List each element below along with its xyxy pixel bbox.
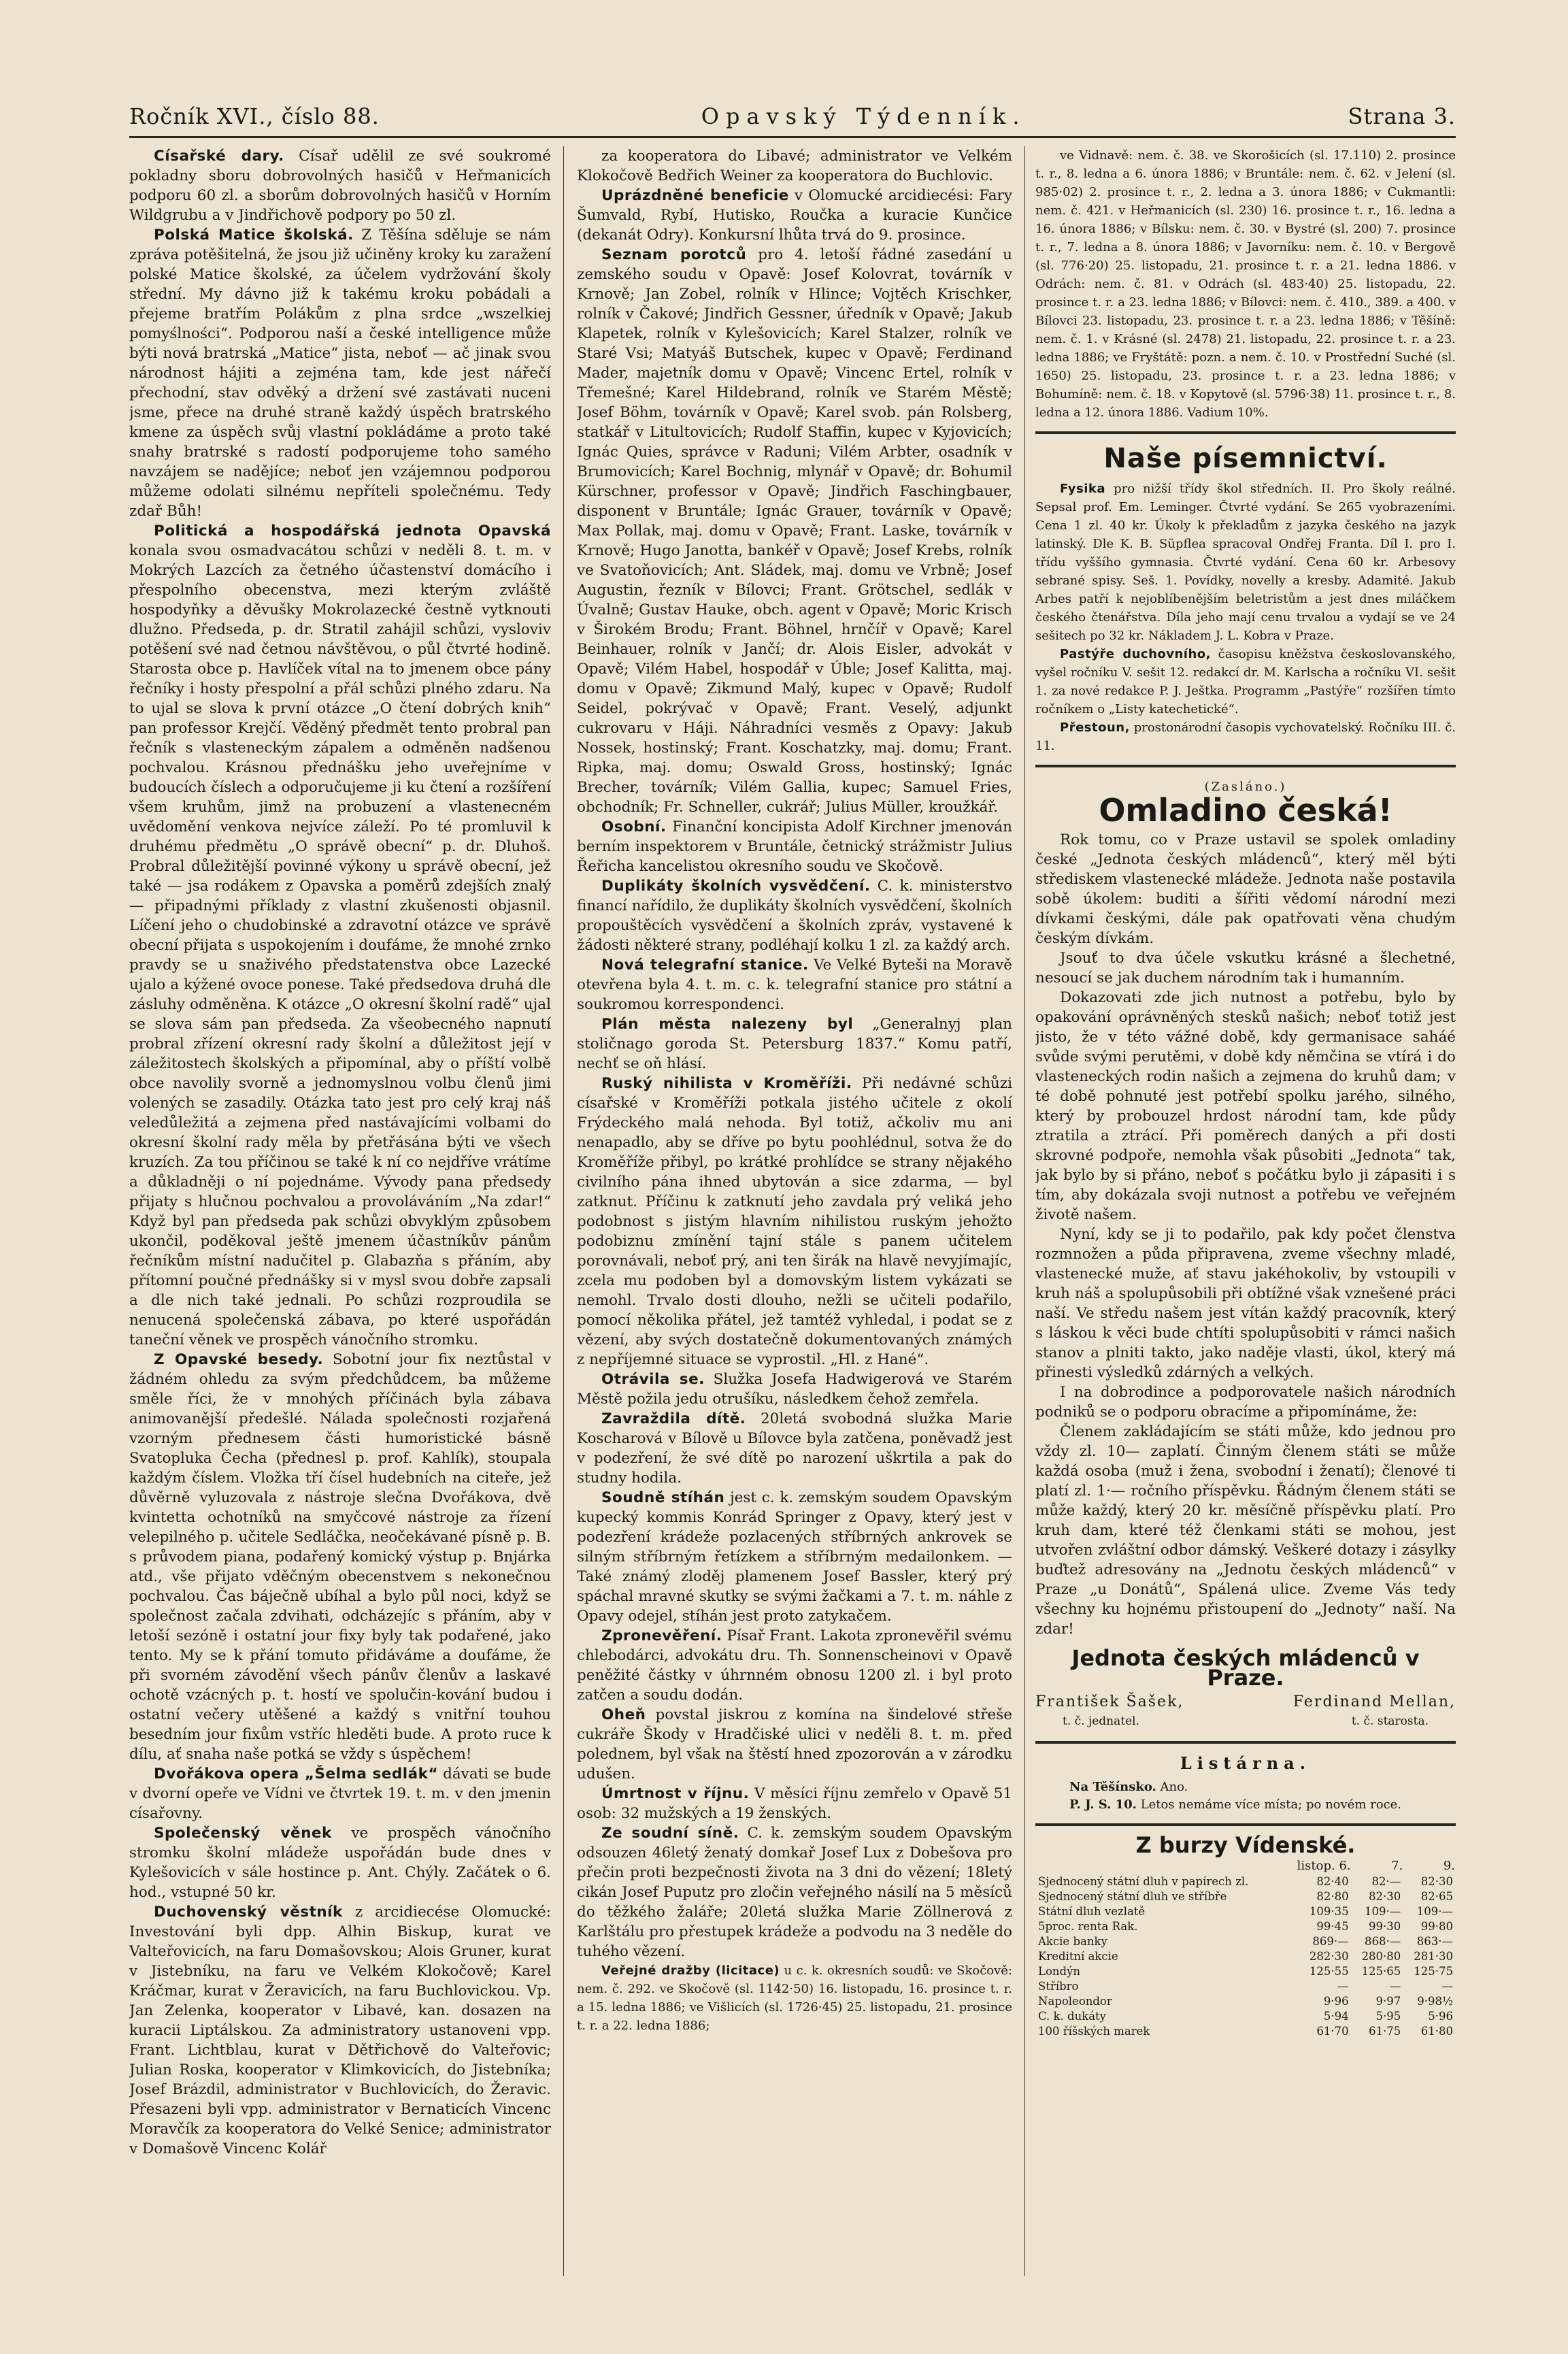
exchange-label: C. k. dukáty — [1038, 2010, 1106, 2023]
exchange-row — [1035, 1994, 1456, 2009]
article-text: Písař Frant. Lakota zpronevěřil svému chlebodárci, advokátu dru. Th. Sonnenscheinovi v Opavě peněžité částky v úhrnném obnosu 1200 zl. i byl proto zatčen a soudu dodán. — [577, 1627, 1012, 1704]
exchange-value: 61·80 — [1420, 2025, 1453, 2038]
literature-heading: Pastýře duchovního, — [1060, 647, 1211, 661]
exchange-value: 99·30 — [1369, 1920, 1401, 1933]
article-heading: Ruský nihilista v Kroměříži. — [601, 1075, 852, 1092]
exchange-row — [1035, 1979, 1456, 1994]
article — [129, 1350, 551, 1764]
article-text: Služka Josefa Hadwigerová ve Starém Městě požila jedu otrušíku, následkem čehož zemřela. — [577, 1371, 1012, 1408]
exchange-value: 82·40 — [1316, 1875, 1349, 1888]
article — [577, 1370, 1012, 1409]
letter-item — [1069, 1778, 1456, 1796]
exchange-value: 5·96 — [1428, 2010, 1453, 2023]
exchange-row — [1035, 1934, 1456, 1949]
article-heading: Plán města nalezeny byl — [601, 1016, 854, 1033]
literature-text: prostonárodní časopis vychovatelský. Ročníku III. č. 11. — [1035, 720, 1456, 753]
article-text: Císař udělil ze své soukromé pokladny sboru dobrovolných hasičů v Heřmanicích podporu 60 zl. a sborům dobrovolných hasičů v Horním Wildgrubu a v Jindřichově podpory po 50 zl. — [129, 148, 551, 224]
appeal-signatures — [1035, 1692, 1456, 1712]
section-rule — [1035, 1741, 1456, 1744]
article — [577, 1409, 1012, 1488]
appeal-paragraph: Nyní, kdy se ji to podařilo, pak kdy počet členstva rozmnožen a půda připravena, zveme všechny mladé, vlastenecké muže, ať stavu jakéhokoliv, by vstoupili v kruh náš a spolupůsobili při obtížné však vznešené práci naší. Ve středu našem jest vítán každý pracovník, který s láskou k věci bude chtíti spolupůsobiti v rámci našich stanov a plniti takto, jako naděje vlasti, úkol, který má přinesti výsledků zdárných a velkých. — [1035, 1226, 1456, 1381]
page-number: Strana 3. — [1348, 103, 1456, 129]
letters-section — [1035, 1778, 1456, 1814]
article-heading: Otrávila se. — [601, 1371, 705, 1388]
article-text: ve Vidnavě: nem. č. 38. ve Skorošicích (sl. 17.110) 2. prosince t. r., 8. ledna a 6. února 1886; v Bruntále: nem. č. 62. v Jelení (sl. 985·02) 2. prosince t. r., 2. ledna a 3. února 1886; v Cukmantli: nem. č. 421. v Heřmanicích (sl. 230) 16. prosince t. r., 16. ledna a 16. února 1886; v Bílsku: nem. č. 30. v Bystré (sl. 200) 7. prosince t. r., 7. ledna a 8. února 1886; v Javorníku: nem. č. 10. v Bergově (sl. 776·20) 25. listopadu, 21. prosince t. r. a 21. ledna 1886. v Odrách: nem. č. 81. v Odrách (sl. 483·40) 25. listopadu, 22. prosince t. r. a 23. ledna 1886; v Bílovci: nem. č. 410., 389. a 400. v Bílovci 23. listopadu, 23. prosince t. r. a 23. ledna 1886; v Těšíně: nem. č. 1. v Krásné (sl. 2478) 21. listopadu, 22. prosince t. r. a 23. ledna 1886; ve Fryštátě: pozn. a nem. č. 10. v Prostřední Suché (sl. 1650) 25. listopadu, 23. prosince t. r. a 23. ledna 1886; v Bohumíně: nem. č. 18. v Kopytově (sl. 5796·38) 11. prosince t. r., 8. ledna a 12. února 1886. Vadium 10%. — [1035, 148, 1456, 420]
article — [129, 225, 551, 521]
newspaper-title: Opavský Týdenník. — [701, 103, 1027, 129]
exchange-row — [1035, 1874, 1456, 1889]
exchange-value: 61·70 — [1316, 2025, 1349, 2038]
exchange-value: 99·45 — [1316, 1920, 1349, 1933]
article — [577, 245, 1012, 817]
article-text: Při nedávné schůzi císařské v Kroměříži potkala jistého učitele z okolí Frýdeckého malá nehoda. Byl totiž, ačkoliv mu ani nenapadlo, aby se dříve po bytu poohlédnul, sotva že do Kroměříže přibyl, po krátké prohlídce se strany nějakého civilního pána ihned ubytován a sice zdarma, — byl zatknut. Příčinu k zatknutí jeho zavdala prý veliká jeho podobnost s jistým hlavním nihilistou ruským jehožto podobiznu zmínění tajní stále s panem učitelem porovnávali, neboť prý, ani ten širák na hlavě nevyjímajíc, zcela mu podoben byl a domovským listem vykázati se nemohl. Trvalo dosti dlouho, nežli se učiteli podařilo, pomocí několika přátel, jež tamtéž vyhledal, i podat se z vězení, aby svých dostatečně dokumentovaných známých z nepříjemné situace se vyprostil. „Hl. z Hané“. — [577, 1075, 1012, 1368]
article-heading: Veřejné dražby (licitace) — [601, 1963, 780, 1978]
header-rule — [129, 136, 1456, 138]
exchange-row — [1035, 1949, 1456, 1964]
exchange-label: Sjednocený státní dluh v papírech zl. — [1038, 1875, 1249, 1888]
exchange-value: 9·96 — [1323, 1995, 1349, 2008]
exchange-value: 282·30 — [1309, 1950, 1349, 1963]
letter-item — [1069, 1796, 1456, 1814]
exchange-label: Akcie banky — [1038, 1935, 1107, 1948]
appeal-paragraph: I na dobrodince a podporovatele našich národních podniků se o podporu obracíme a připomínáme, že: — [1035, 1384, 1456, 1421]
literature-heading: Přestoun, — [1060, 720, 1130, 735]
exchange-value: 82·30 — [1420, 1875, 1453, 1888]
article-heading: Nová telegrafní stanice. — [601, 957, 809, 974]
exchange-value: 82·65 — [1420, 1890, 1453, 1903]
appeal-organization: Jednota českých mládenců v Praze. — [1071, 1645, 1420, 1691]
exchange-value: 281·30 — [1414, 1950, 1453, 1963]
article-heading: Uprázdněné beneficie — [601, 187, 789, 204]
column-3 — [1035, 146, 1456, 2279]
signature-2-role: t. č. starosta. — [1351, 1714, 1429, 1728]
article-text: dávati se bude v dvorní opeře ve Vídni ve čtvrtek 19. t. m. v den jmenin císařovny. — [129, 1766, 551, 1822]
exchange-value: 125·75 — [1414, 1965, 1453, 1978]
letter-recipient: P. J. S. 10. — [1069, 1797, 1137, 1812]
article-text: Z Těšína sděluje se nám zpráva potěšitelná, že jsou již učiněny kroky ku zaražení polské Matice školské, za účelem vydržování školy střední. My dávno již k takému kroku pobádali a přejeme bratřím Polákům z plna srdce „wszelkiej pomyślności“. Podporou naší a české intelligence může býti nová bratrská „Matice“ jista, neboť — ač jinak svou národnost hájiti a zejména tam, kde jest nářečí přechodní, stav odvěký a držení své zastávati nuceni jsme, přece na druhé straně každý úspěch bratrského kmene za úspěch svůj vlastní pokládáme a proto také snahy bratrské s radostí podporujeme toho samého navzájem se nadějíce; neboť jen vzájemnou podporou můžeme odolati silnému nepříteli společnému. Tedy zdař Bůh! — [129, 227, 551, 520]
exchange-col: listop. 6. — [1297, 1859, 1351, 1873]
exchange-value: 99·80 — [1420, 1920, 1453, 1933]
exchange-label: 100 říšských marek — [1038, 2025, 1150, 2038]
article-text: z arcidiecése Olomucké: Investování byli dpp. Alhin Biskup, kurat ve Valteřovicích, na faru Domašovskou; Alois Gruner, kurat v Jistebníku, na faru ve Velkém Klokočově; Karel Kráčmar, kurat v Žeravicích, na faru Buchlovickou. Vp. Jan Zelenka, kooperator v Libavé, kan. dosazen na kuracii Liptálskou. Za administratory ustanoveni vpp. Frant. Lichtblau, kurat v Dětřichově do Valteřovic; Julian Roska, kooperator v Klimkovicích, do Jistebníka; Josef Brázdil, administrator v Buchlovicích, do Žeravic. Přesazeni byli vpp. administrator v Bernaticích Vincenc Moravčík za kooperatora do Velké Senice; administrator v Domašově Vincenc Kolář — [129, 1904, 551, 2157]
article — [577, 1074, 1012, 1370]
article-text: u c. k. okresních soudů: ve Skočově: nem. č. 292. ve Skočově (sl. 1142·50) 16. listopadu, 16. prosince t. r. a 15. ledna 1886; ve Višlicích (sl. 1726·45) 25. listopadu, 21. prosince t. r. a 22. ledna 1886; — [577, 1963, 1012, 2033]
article — [577, 1823, 1012, 1961]
page-header — [129, 88, 1456, 129]
exchange-row — [1035, 1904, 1456, 1919]
appeal-paragraph: Dokazovati zde jich nutnost a potřebu, bylo by opakování oprávněných stesků našich; neboť totiž jest jisto, že v této vážné době, kdy germanisace saháé svůde svými perutěmi, v době kdy němčina se vtírá i do vlasteneckých rodin našich a zejmena do kruhů dam; v té době pohnuté jest potřebí spolku jarého, silného, který by probouzel hrdost národní tam, kde půdy ztratila a ztrácí. Při poměrech daných a při dosti skrovné podpoře, nemohla však působiti „Jednota“ tak, jak bylo by si přáno, neboť s počátku bylo ji zápasiti i s tím, aby dokázala svoji nutnost a potřebu ve veřejném životě našem. — [1035, 989, 1456, 1223]
column-2 — [577, 146, 1012, 2279]
article-text: „Generalnyj plan stoličnago goroda St. Petersburg 1837.“ Komu patří, nechť se oň hlásí. — [577, 1016, 1012, 1072]
appeal-title: Omladino česká! — [1099, 792, 1392, 829]
article — [577, 1961, 1012, 2035]
exchange-label: 5proc. renta Rak. — [1038, 1920, 1138, 1933]
article-text: konala svou osmadvacátou schůzi v neděli 8. t. m. v Mokrých Lazcích za četného účastenství domácího i přespolního obecenstva, mezi kterým zvláště hospodyňky a děvušky Mokrolazecké čestně vytknouti dlužno. Předseda, p. dr. Stratil zahájil schůzi, vysloviv potěšení své nad četnou návštěvou, o půl čtvrté hodině. Starosta obce p. Havlíček vítal na to jmenem obce pány řečníky i hosty přespolní a přál schůzi plného zdaru. Na to ujal se slova k první otázce „O čtení dobrých knih“ pan professor Krejčí. Věděný předmět tento probral pan řečník s vlasteneckým zápalem a odměněn nadšenou pochvalou. Krásnou přednášku jeho uveřejníme v budoucích číslech a odporučujeme ji ku čtení a rozšíření všem kruhům, jimž na probuzení a vlastenecném uvědomění venkova nejvíce záleží. Po té promluvil k druhému předmětu „O správě obecní“ p. dr. Dluhoš. Probral důležitější povinné výkony u správě obecní, jež také — jsa rodákem z Opavska a poměrů zdejších znalý — připadnými příklady z vlastní zkušenosti objasnil. Líčení jeho o chudobinské a zdravotní otázce ve správě obecní přijata s uspokojením i doufáme, že mnohé zrnko pravdy se u snaživého předstatenstva obce Lazecké ujalo a kýžené ovoce ponese. Také předsedova druhá dle zásluhy odměněna. K otázce „O okresní školní radě“ ujal se slova sám pan předseda. Za všeobecného napnutí probral zřízení okresní rady školní a důležitost její v záležitostech školských a připomínal, aby o příští volbě obce navolily svorně a jednomyslnou volbu členů jimi volených se zasadily. Otázka tato jest pro celý kraj náš veledůležitá a zejmena před nastávajícími volbami do okresní školní rady měla by přetřásána býti ve všech kruzích. Za tou příčinou se také k ní co nejdříve vrátíme a důkladněji o ní pojednáme. Vývody pana předsedy přijaty s hlučnou pochvalou a provoláváním „Na zdar!“ Když byl pan předseda pak schůzi obvyklým způsobem ukončil, poděkoval ještě jmenem účastníkův pánům řečníkům místní nadučitel p. Glabazňa s přáním, aby přítomní poučné přednášky si v mysl svou dobře zapsali a dle nich také jednali. Po schůzi rozproudila se nenucená společenská zábava, po které uspořádán taneční věnek ve prospěch vánočního stromku. — [129, 542, 551, 1348]
exchange-title: Z burzy Vídenské. — [1135, 1832, 1356, 1858]
column-1 — [129, 146, 551, 2279]
article — [577, 1705, 1012, 1784]
exchange-value: 868·— — [1365, 1935, 1401, 1948]
article-text: za kooperatora do Libavé; administrator ve Velkém Klokočově Bedřich Weiner za kooperatora do Buchlovic. — [577, 148, 1012, 184]
article-heading: Společenský věnek — [154, 1825, 332, 1842]
article-heading: Dvořákova opera „Šelma sedlák“ — [154, 1766, 439, 1783]
exchange-value: 82·30 — [1369, 1890, 1401, 1903]
exchange-rows — [1035, 1874, 1456, 2039]
exchange-value: 5·94 — [1323, 2010, 1349, 2023]
section-rule — [1035, 431, 1456, 434]
literature-item — [1035, 645, 1456, 718]
letter-reply: Ano. — [1160, 1780, 1188, 1794]
article-heading: Oheň — [601, 1706, 646, 1723]
article-heading: Politická a hospodářská jednota Opavská — [154, 523, 551, 540]
article-heading: Z Opavské besedy. — [154, 1351, 324, 1368]
exchange-value: 109·35 — [1309, 1905, 1349, 1918]
signature-1: František Šašek, — [1035, 1693, 1184, 1710]
article-text: Sobotní jour fix neztůstal v žádném ohledu za svým předchůdcem, ba můžeme směle říci, že v mnohých příčinách byla zábava animovanější předešlé. Nálada společnosti rozjařená vzorným přednesem části humoristické básně Svatopluka Čecha (přednesl p. prof. Kahlík), stoupala každým číslem. Vložka tří čísel hudebních na citeře, jež důvěrně vyluzovala z nástroje slečna Dvořákova, dvě kvintetta ochotníků na smyčcové nástroje za řízení velepilného p. učitele Sedláčka, neočekávané písně p. B. s průvodem piana, podařený komický výstup p. Bnjárka atd., vše přijato vděčným obecenstvem s nekonečnou pochvalou. Čas báječně ubíhal a bylo půl noci, když se společnost začala zdvihati, odcházejíc s přáním, aby v letoší sezóně i ostatní jour fixy byly tak podařené, jako tento. My se k přání tomuto přidáváme a doufáme, že při svorném závodění všech pánův členův a laskavé ochotě vzácných p. t. hostí ve spolučin-kování budou i ostatní večery utěšené a každý s vnitřní touhou besedním jour fixům vstříc hleděti bude. A proto ruce k dílu, ať snaha naše potká se vždy s úspěchem! — [129, 1351, 551, 1763]
exchange-label: Stříbro — [1038, 1980, 1079, 1993]
article-text: jest c. k. zemským soudem Opavským kupecký kommis Konrád Springer z Opavy, který jest v podezření krádeže pozlacených stříbrných ankrovek se silným stříbrným řetízkem a stříbrným medailonkem. — Také známý zloděj plamenem Josef Bassler, který prý spáchal mravné skutky se svými žačkami a 7. t. m. náhle z Opavy odejel, stíhán jest proto zatykačem. — [577, 1489, 1012, 1625]
exchange-row — [1035, 1964, 1456, 1979]
exchange-value: 61·75 — [1369, 2025, 1401, 2038]
article — [577, 876, 1012, 955]
issue-number: Ročník XVI., číslo 88. — [129, 103, 380, 129]
appeal-paragraph: Členem zakládajícím se státi může, kdo jednou pro vždy zl. 10— zaplatí. Činným členem státi se může každá osoba (muž i žena, svobodní i ženatí); členové ti platí zl. 1·— ročního příspěvku. Řádným členem státi se může každý, který 20 kr. měsíčně příspěvku platí. Pro kruh dam, které též členkami státi se mohou, jest utvořen zvláštní odbor dámský. Veškeré dotazy i zásylky buďtež adresovány na „Jednotu českých mládenců“ v Praze „u Donátů“, Spálená ulice. Zveme Vás tedy všechny ku hojnému přistoupení do „Jednoty“ naší. Na zdar! — [1035, 1423, 1456, 1638]
exchange-value: 869·— — [1312, 1935, 1349, 1948]
literature-section — [1035, 480, 1456, 755]
exchange-value: — — [1441, 1980, 1453, 1993]
article-heading: Zavraždila dítě. — [601, 1410, 746, 1427]
article — [577, 186, 1012, 245]
submitted-label: (Zasláno.) — [1204, 780, 1287, 794]
exchange-value: 9·97 — [1375, 1995, 1401, 2008]
article-heading: Císařské dary. — [154, 148, 284, 165]
article-text: pro 4. letoší řádné zasedání u zemského soudu v Opavě: Josef Kolovrat, továrník v Krnově; Jan Zobel, rolník v Hlince; Vojtěch Krischker, rolník v Čakové; Jindřich Gessner, úředník v Opavě; Jakub Klapetek, rolník v Kylešovicích; Karel Stalzer, rolník ve Staré Vsi; Matyáš Butschek, kupec v Opavě; Ferdinand Mader, majetník domu v Opavě; Vincenc Ertel, rolník v Třemešné; Karel Hildebrand, rolník ve Starém Městě; Josef Böhm, továrník v Opavě; Karel svob. pán Rolsberg, statkář v Litultovicích; Rudolf Staffin, kupec v Kyjovicích; Ignác Quies, správce v Raduni; Vilém Arbter, osadník v Brumovicích; Karel Bochnig, mlynář v Opavě; dr. Bohumil Kürschner, professor v Opavě; Jindřich Faschingbauer, disponent v Bruntále; Ignác Grauer, továrník v Opavě; Max Pollak, maj. domu v Opavě; Frant. Laske, továrník v Krnově; Hugo Janotta, bankéř v Opavě; Josef Krebs, rolník ve Svatoňovicích; Ant. Sládek, maj. domu ve Vrbně; Josef Augustin, řezník v Bílovci; Frant. Grötschel, sedlák v Úvalně; Gustav Hauke, obch. agent v Opavě; Moric Krisch v Širokém Brodu; Frant. Böhnel, hrnčíř v Opavě; Karel Beinhauer, rolník v Jančí; dr. Alois Eisler, advokát v Opavě; Vilém Habel, hospodář v Úble; Josef Kalitta, maj. domu v Opavě; Zikmund Malý, kupec v Opavě; Rudolf Seidel, pokrývač v Opavě; Frant. Veselý, adjunkt cukrovaru v Háji. Náhradníci vesměs z Opavy: Jakub Nossek, hostinský; Frant. Koschatzky, maj. domu; Frant. Ripka, maj. domu; Oswald Gross, hostinský; Ignác Brecher, továrník; Vilém Gallia, kupec; Samuel Fries, obchodník; Fr. Schneller, cukrář; Julius Müller, kroužkář. — [577, 246, 1012, 816]
exchange-table — [1035, 1858, 1456, 2039]
exchange-label: Státní dluh vezlatě — [1038, 1905, 1146, 1918]
exchange-value: — — [1337, 1980, 1349, 1993]
literature-title: Naše písemnictví. — [1103, 443, 1388, 474]
article — [577, 1014, 1012, 1074]
article — [577, 817, 1012, 876]
exchange-label: Londýn — [1038, 1965, 1081, 1978]
literature-item — [1035, 480, 1456, 645]
article-text: povstal jiskrou z komína na šindelové střeše cukráře Škody v Hradčiské ulici v neděli 8. t. m. před polednem, byl však na štěstí hned zpozorován a v zárodku udušen. — [577, 1706, 1012, 1783]
article — [1035, 146, 1456, 422]
literature-text: pro nižší třídy škol středních. II. Pro školy reálné. Sepsal prof. Em. Leminger. Čtvrté vydání. Se 265 vyobrazeními. Cena 1 zl. 40 kr. Úkoly k překladům z jazyka českého na jazyk latinský. Dle K. B. Süpflea spracoval Ondřej Franta. Díl I. pro I. třídu vyššího gymnasia. Čtvrté vydání. Cena 60 kr. Arbesovy sebrané spisy. Seš. 1. Povídky, novelly a kresby. Adamité. Jakub Arbes patří k nejoblíbenějším beletristům a jest dnes miláčkem českého čtenářstva. Díla jeho mají cenu trvalou a vydají se ve 24 sešitech po 32 kr. Nákladem J. L. Kobra v Praze. — [1035, 482, 1456, 643]
letter-recipient: Na Těšínsko. — [1069, 1780, 1156, 1794]
exchange-value: 125·65 — [1361, 1965, 1401, 1978]
exchange-value: 109·— — [1416, 1905, 1453, 1918]
exchange-row — [1035, 1889, 1456, 1904]
exchange-col: 7. — [1391, 1859, 1403, 1873]
article-text: Ve Velké Byteši na Moravě otevřena byla 4. t. m. c. k. telegrafní stanice pro státní a soukromou korrespondenci. — [577, 957, 1012, 1013]
article — [129, 1902, 551, 2159]
article-heading: Duchovenský věstník — [154, 1904, 343, 1921]
article-text: Finanční koncipista Adolf Kirchner jmenován berním inspektorem v Bruntále, četnický strážmistr Julius Řeřicha kancelistou okresního soudu ve Skočově. — [577, 818, 1012, 875]
exchange-header-row — [1035, 1858, 1456, 1874]
exchange-row — [1035, 2024, 1456, 2039]
letter-reply: Letos nemáme více místa; po novém roce. — [1140, 1797, 1402, 1812]
article-text: v Olomucké arcidiecési: Fary Šumvald, Rybí, Hutisko, Roučka a kuracie Kunčice (dekanát Odry). Konkursní lhůta trvá do 9. prosince. — [577, 187, 1012, 244]
exchange-label: Sjednocený státní dluh ve stříbře — [1038, 1890, 1227, 1903]
article — [577, 1784, 1012, 1823]
article-heading: Zpronevěření. — [601, 1627, 722, 1644]
article-heading: Seznam porotců — [601, 246, 747, 263]
section-rule — [1035, 765, 1456, 767]
exchange-row — [1035, 2009, 1456, 2024]
exchange-col: 9. — [1443, 1859, 1455, 1873]
exchange-value: 5·95 — [1375, 2010, 1401, 2023]
appeal-paragraph: Rok tomu, co v Praze ustavil se spolek omladiny české „Jednota českých mládenců“, který měl býti střediskem vlastenecké mládeže. Jednota naše postavila sobě úkolem: buditi a šířiti vědomí národní mezi dívkami českými, dále pak opatřovati věna chudým českým dívkám. — [1035, 831, 1456, 947]
article-heading: Ze soudní síně. — [601, 1825, 739, 1842]
exchange-label: Napoleondor — [1038, 1995, 1112, 2008]
signature-2: Ferdinand Mellan, — [1292, 1693, 1456, 1710]
article-heading: Polská Matice školská. — [154, 227, 354, 244]
exchange-value: 280·80 — [1361, 1950, 1401, 1963]
article-text: C. k. ministerstvo financí nařídilo, že duplikáty školních vysvědčení, školních propouštěcích vysvědčení a školních zpráv, vystavené k žádosti některé strany, podléhají kolku 1 zl. za každý arch. — [577, 878, 1012, 954]
literature-text: časopisu kněžstva českoslovanského, vyšel ročníku V. sešit 12. redakcí dr. M. Karlscha a ročníku VI. sešit 1. za nové redakce P. J. Ještka. Programm „Pastýře“ rozšířen tímto ročníkem o „Listy katechetické“. — [1035, 647, 1456, 716]
signature-roles — [1035, 1712, 1456, 1731]
article-heading: Osobní. — [601, 818, 667, 835]
exchange-value: 863·— — [1416, 1935, 1453, 1948]
article — [129, 1764, 551, 1823]
article-text: C. k. zemským soudem Opavským odsouzen 46letý ženatý domkař Josef Lux z Dobešova pro přečin proti bezpečnosti života na 3 dni do vězení; 18letý cikán Josef Puputz pro zločin veřejného násilí na 5 měsíců do těžkého žaláře; 20letá služka Marie Zöllnerová z Karlštálu pro přestupek krádeže a podvodu na 3 neděle do tuhého vězení. — [577, 1825, 1012, 1960]
literature-item — [1035, 718, 1456, 755]
appeal-body — [1035, 830, 1456, 1639]
article-heading: Úmrtnost v říjnu. — [601, 1785, 750, 1802]
article — [577, 1488, 1012, 1626]
article — [129, 146, 551, 225]
article-text: V měsíci říjnu zemřelo v Opavě 51 osob: 32 mužských a 19 ženských. — [577, 1785, 1012, 1822]
exchange-value: 82·— — [1371, 1875, 1401, 1888]
signature-1-role: t. č. jednatel. — [1063, 1714, 1139, 1728]
exchange-value: 82·80 — [1316, 1890, 1349, 1903]
auction-list — [1035, 146, 1456, 422]
article — [577, 146, 1012, 186]
exchange-row — [1035, 1919, 1456, 1934]
section-rule — [1035, 1823, 1456, 1826]
article — [577, 955, 1012, 1014]
article-text: ve prospěch vánočního stromku školní mládeže uspořádán bude dnes v Kylešovicích v sále hostince p. Ant. Chýly. Začátek o 6. hod., vstupné 50 kr. — [129, 1825, 551, 1901]
column-rule — [563, 146, 564, 2276]
literature-heading: Fysika — [1060, 482, 1106, 496]
article-heading: Duplikáty školních vysvědčení. — [601, 878, 871, 895]
article — [129, 521, 551, 1350]
exchange-value: 125·55 — [1309, 1965, 1349, 1978]
article-text: 20letá svobodná služka Marie Koscharová v Bílově u Bílovce byla zatčena, poněvadž jest v podezření, že své dítě po narození uškrtila a pak do studny hodila. — [577, 1410, 1012, 1487]
exchange-value: 9·98½ — [1417, 1995, 1453, 2008]
exchange-value: 109·— — [1365, 1905, 1401, 1918]
article — [129, 1823, 551, 1902]
exchange-value: — — [1389, 1980, 1401, 1993]
appeal-paragraph: Jsouť to dva účele vskutku krásné a šlechetné, nesoucí se jak duchem národním tak i humanním. — [1035, 950, 1456, 987]
column-rule — [1024, 146, 1025, 2276]
letters-title: Listárna. — [1180, 1753, 1312, 1773]
article-heading: Soudně stíhán — [601, 1489, 725, 1506]
article — [577, 1626, 1012, 1705]
exchange-label: Kreditní akcie — [1038, 1950, 1118, 1963]
